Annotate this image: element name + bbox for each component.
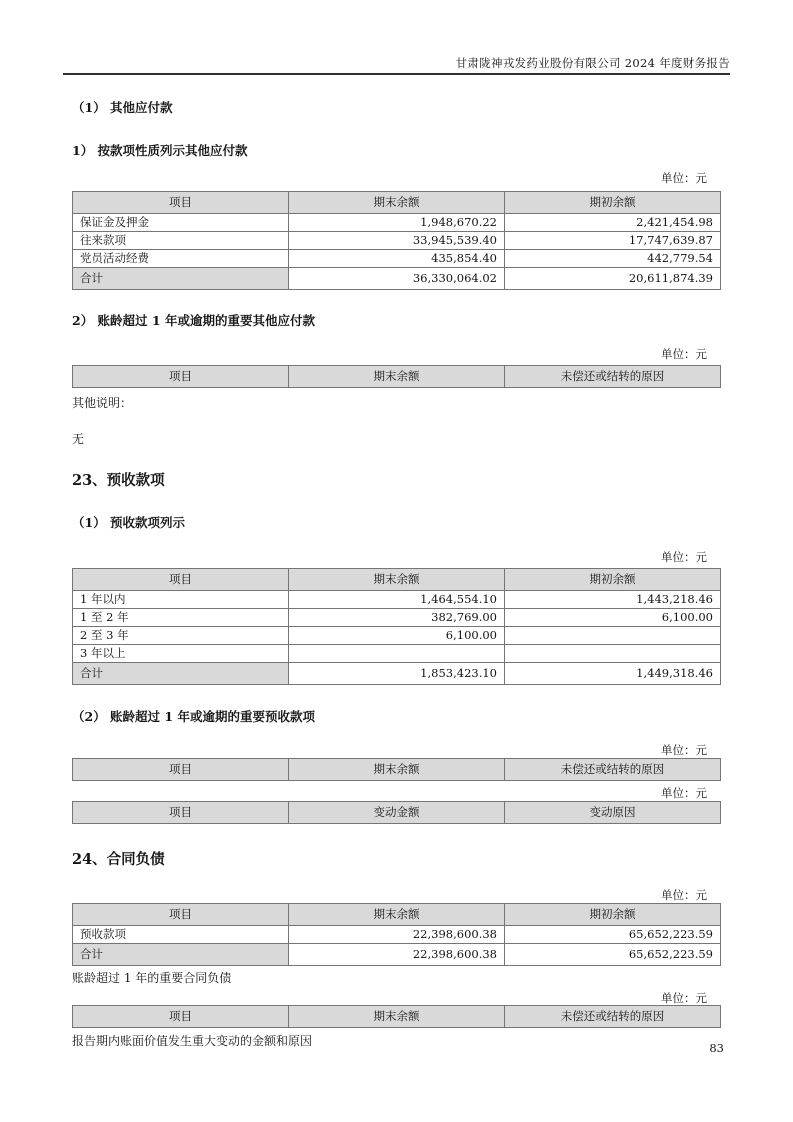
note-other-notes-label: 其他说明： [72,396,133,410]
table-header-row [73,366,721,388]
heading-contract-liabilities: 24、合同负债 [72,851,165,868]
table-header-cell: 项目 [73,569,289,591]
table-row [73,250,721,268]
table-cell: 22,398,600.38 [289,944,505,966]
table-header-cell: 项目 [73,192,289,214]
heading-advance-receipts: 23、预收款项 [72,472,165,489]
page-number: 83 [709,1041,724,1055]
table-header-cell: 未偿还或结转的原因 [505,759,721,781]
table-cell: 1 至 2 年 [73,609,289,627]
aged-advance-receipts-table [72,758,721,781]
table-header-cell: 期初余额 [505,904,721,926]
table-cell: 65,652,223.59 [505,944,721,966]
table-header-cell: 期末余额 [289,759,505,781]
table-header-cell: 期末余额 [289,192,505,214]
table-header-row [73,1006,721,1028]
table-total-row [73,268,721,290]
unit-label: 单位：元 [661,991,707,1005]
table-cell: 17,747,639.87 [505,232,721,250]
table-cell: 1,443,218.46 [505,591,721,609]
table-cell: 435,854.40 [289,250,505,268]
table-header-cell: 项目 [73,904,289,926]
aged-other-payables-table [72,365,721,388]
table-cell: 22,398,600.38 [289,926,505,944]
table-header-cell: 期末余额 [289,569,505,591]
table-header-cell: 期末余额 [289,1006,505,1028]
table-total-row [73,944,721,966]
unit-label: 单位：元 [661,171,707,185]
table-header-cell: 期末余额 [289,904,505,926]
table-cell: 33,945,539.40 [289,232,505,250]
table-cell: 1,464,554.10 [289,591,505,609]
contract-liabilities-table [72,903,721,966]
table-row [73,926,721,944]
table-cell [505,645,721,663]
note-aged-contract-liabilities: 账龄超过 1 年的重要合同负债 [72,971,232,985]
table-cell: 2,421,454.98 [505,214,721,232]
table-cell: 预收款项 [73,926,289,944]
table-cell: 1,449,318.46 [505,663,721,685]
table-header-cell: 项目 [73,1006,289,1028]
table-row [73,214,721,232]
table-cell: 2 至 3 年 [73,627,289,645]
table-cell: 382,769.00 [289,609,505,627]
unit-label: 单位：元 [661,550,707,564]
aged-contract-liabilities-table [72,1005,721,1028]
table-header-cell: 未偿还或结转的原因 [505,366,721,388]
advance-receipts-change-table [72,801,721,824]
table-cell: 党员活动经费 [73,250,289,268]
table-header-cell: 项目 [73,802,289,824]
table-row [73,232,721,250]
table-cell: 1,948,670.22 [289,214,505,232]
unit-label: 单位：元 [661,743,707,757]
table-cell [289,645,505,663]
report-header-title: 甘肃陇神戎发药业股份有限公司 2024 年度财务报告 [455,56,730,70]
report-header [63,0,730,75]
table-header-cell: 项目 [73,759,289,781]
table-cell: 保证金及押金 [73,214,289,232]
unit-label: 单位：元 [661,347,707,361]
table-header-row [73,569,721,591]
table-total-row [73,663,721,685]
table-header-row [73,192,721,214]
heading-aged-advance-receipts: （2） 账龄超过 1 年或逾期的重要预收款项 [72,709,315,724]
table-cell: 1 年以内 [73,591,289,609]
table-cell: 合计 [73,944,289,966]
note-carrying-value-changes: 报告期内账面价值发生重大变动的金额和原因 [72,1034,313,1048]
heading-aged-other-payables: 2） 账龄超过 1 年或逾期的重要其他应付款 [72,313,315,328]
table-header-cell: 变动原因 [505,802,721,824]
unit-label: 单位：元 [661,888,707,902]
page-content [72,100,721,1048]
table-header-cell: 期初余额 [505,192,721,214]
unit-label: 单位：元 [661,786,707,800]
heading-other-payables-by-nature: 1） 按款项性质列示其他应付款 [72,143,248,158]
table-cell: 3 年以上 [73,645,289,663]
heading-other-payables: （1） 其他应付款 [72,100,173,115]
table-header-row [73,904,721,926]
table-row [73,627,721,645]
table-cell: 65,652,223.59 [505,926,721,944]
table-cell: 合计 [73,663,289,685]
table-cell: 1,853,423.10 [289,663,505,685]
table-cell: 36,330,064.02 [289,268,505,290]
table-header-cell: 期初余额 [505,569,721,591]
heading-advance-receipts-listing: （1） 预收款项列示 [72,515,186,530]
table-cell: 合计 [73,268,289,290]
table-header-row [73,759,721,781]
table-cell: 6,100.00 [505,609,721,627]
table-header-cell: 项目 [73,366,289,388]
note-other-notes-value: 无 [72,432,85,446]
table-row [73,645,721,663]
table-header-cell: 未偿还或结转的原因 [505,1006,721,1028]
table-cell [505,627,721,645]
table-cell: 6,100.00 [289,627,505,645]
table-row [73,609,721,627]
table-header-row [73,802,721,824]
table-cell: 往来款项 [73,232,289,250]
table-header-cell: 期末余额 [289,366,505,388]
other-payables-by-nature-table [72,191,721,290]
table-cell: 20,611,874.39 [505,268,721,290]
table-row [73,591,721,609]
advance-receipts-aging-table [72,568,721,685]
table-cell: 442,779.54 [505,250,721,268]
table-header-cell: 变动金额 [289,802,505,824]
